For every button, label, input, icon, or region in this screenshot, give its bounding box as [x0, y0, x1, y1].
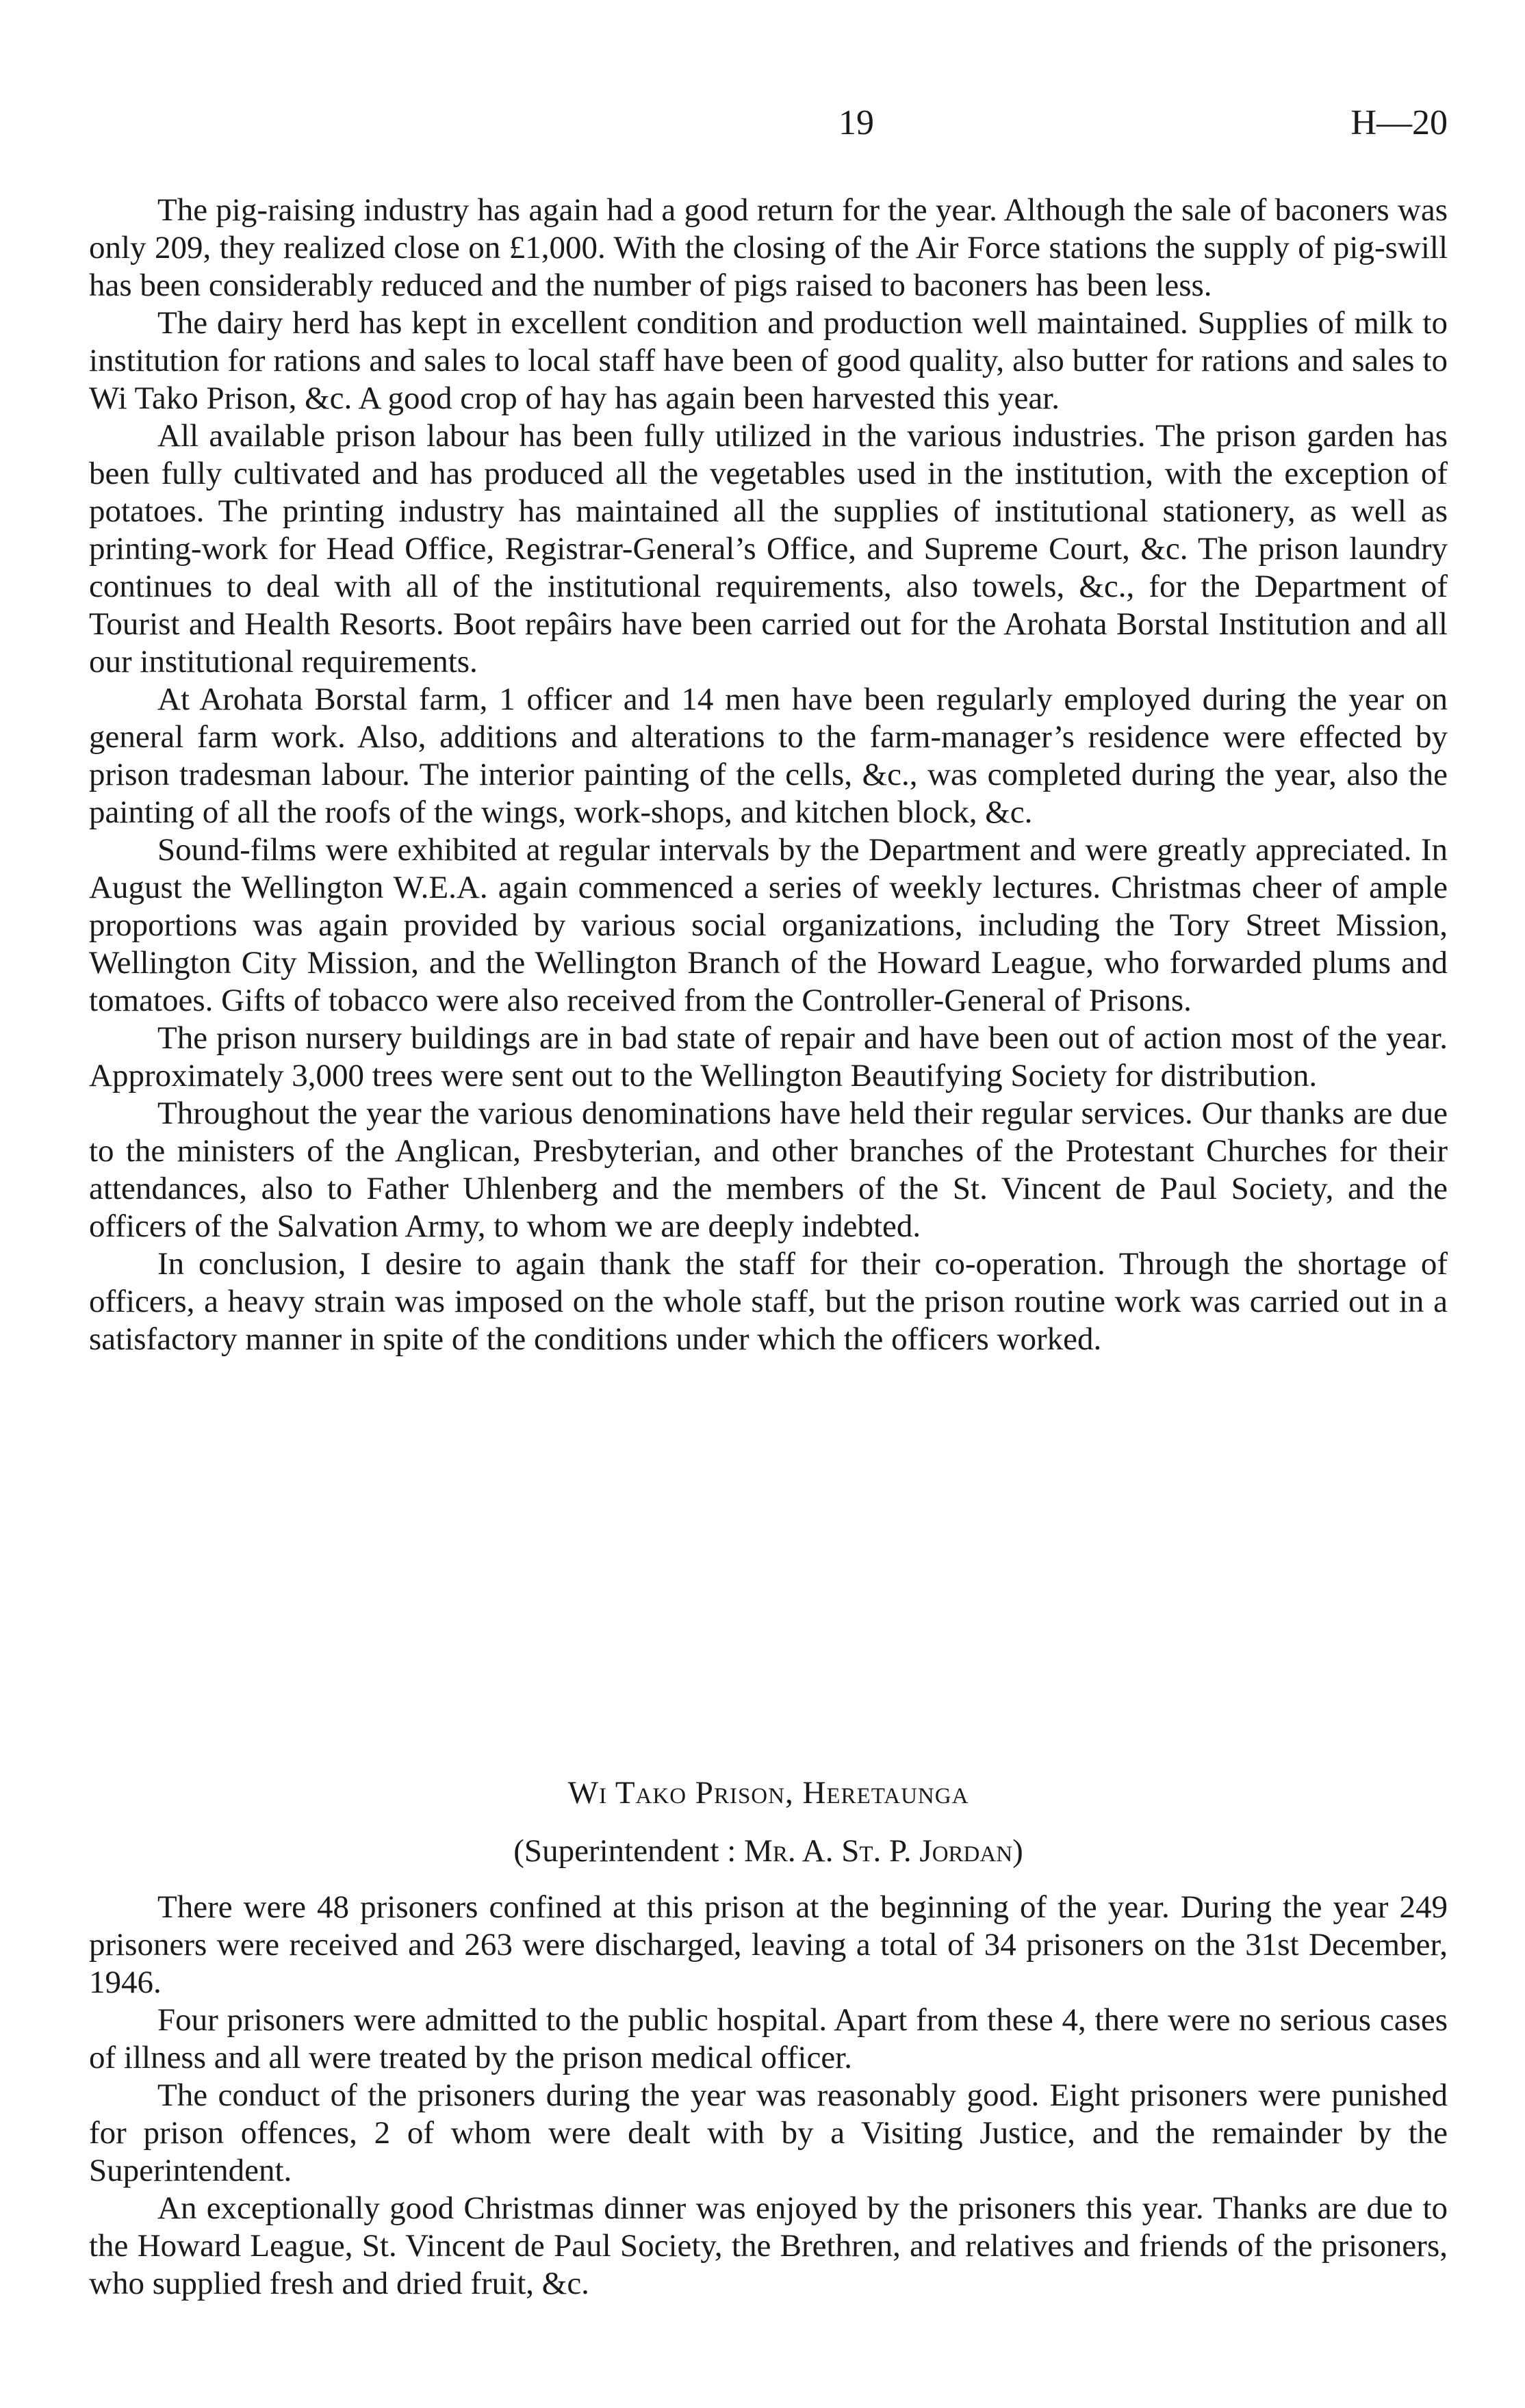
paragraph-prisoner-count: There were 48 prisoners confined at this prison at the beginning of the year. During the year 249 prisoners were received and 263 were discharged, leaving a total of 34 prisoners on the 31st December, 1946.: [89, 1889, 1448, 2000]
paragraph-dairy-herd: The dairy herd has kept in excellent condition and production well maintained. Supplies of milk to institution for rations and sales to local staff have been of good quality, also butter for rations and sales to Wi Tako Prison, &c. A good crop of hay has again been harvested this year.: [89, 305, 1448, 416]
paragraph-hospital: Four prisoners were admitted to the public hospital. Apart from these 4, there were no serious cases of illness and all were treated by the prison medical officer.: [89, 2002, 1448, 2075]
paragraph-conduct: The conduct of the prisoners during the year was reasonably good. Eight prisoners were punished for prison offences, 2 of whom were dealt with by a Visiting Justice, and the remainder by the Superintendent.: [89, 2077, 1448, 2188]
paragraph-prison-labour: All available prison labour has been fully utilized in the various industries. The prison garden has been fully cultivated and has produced all the vegetables used in the institution, with the exception of potatoes. The printing industry has maintained all the supplies of institutional stationery, as well as printing-work for Head Office, Registrar-General’s Office, and Supreme Court, &c. The prison laundry continues to deal with all of the institutional requirements, also towels, &c., for the Department of Tourist and Health Resorts. Boot repâirs have been carried out for the Arohata Borstal Institution and all our institutional requirements.: [89, 418, 1448, 679]
subtitle-suffix: ): [1012, 1833, 1023, 1869]
subtitle-prefix: (Superintendent :: [513, 1833, 745, 1869]
paragraph-sound-films: Sound-films were exhibited at regular intervals by the Department and were greatly appreciated. In August the Wellington W.E.A. again commenced a series of weekly lectures. Christmas cheer of ample proportions was again provided by various social organizations, including the Tory Street Mission, Wellington City Mission, and the Wellington Branch of the Howard League, who forwarded plums and tomatoes. Gifts of tobacco were also received from the Controller-General of Prisons.: [89, 832, 1448, 1018]
document-code: H—20: [1350, 103, 1448, 142]
section-2-title: Wi Tako Prison, Heretaunga: [567, 1775, 969, 1811]
page-number: 19: [838, 103, 874, 142]
paragraph-nursery: The prison nursery buildings are in bad state of repair and have been out of action most of the year. Approximately 3,000 trees were sent out to the Wellington Beautifying Society for distribution.: [89, 1020, 1448, 1093]
section-2-body: [89, 1889, 1448, 2303]
superintendent-name: Mr. A. St. P. Jordan: [744, 1833, 1013, 1869]
paragraph-borstal-farm: At Arohata Borstal farm, 1 officer and 14 men have been regularly employed during the year on general farm work. Also, additions and alterations to the farm-manager’s residence were effected by prison tradesman labour. The interior painting of the cells, &c., was completed during the year, also the painting of all the roofs of the wings, work-shops, and kitchen block, &c.: [89, 682, 1448, 830]
paragraph-conclusion: In conclusion, I desire to again thank the staff for their co-operation. Through the shortage of officers, a heavy strain was imposed on the whole staff, but the prison routine work was carried out in a satisfactory manner in spite of the conditions under which the officers worked.: [89, 1246, 1448, 1357]
paragraph-denominations: Throughout the year the various denominations have held their regular services. Our thanks are due to the ministers of the Anglican, Presbyterian, and other branches of the Protestant Churches for their attendances, also to Father Uhlenberg and the members of the St. Vincent de Paul Society, and the officers of the Salvation Army, to whom we are deeply indebted.: [89, 1096, 1448, 1244]
section-1-body: [89, 192, 1448, 1358]
paragraph-christmas-dinner: An exceptionally good Christmas dinner was enjoyed by the prisoners this year. Thanks are due to the Howard League, St. Vincent de Paul Society, the Brethren, and relatives and friends of the prisoners, who supplied fresh and dried fruit, &c.: [89, 2190, 1448, 2301]
paragraph-pig-raising: The pig-raising industry has again had a good return for the year. Although the sale of baconers was only 209, they realized close on £1,000. With the closing of the Air Force stations the supply of pig-swill has been considerably reduced and the number of pigs raised to baconers has been less.: [89, 192, 1448, 303]
section-2-subtitle: [89, 1833, 1448, 1870]
page-header: [89, 103, 1448, 151]
